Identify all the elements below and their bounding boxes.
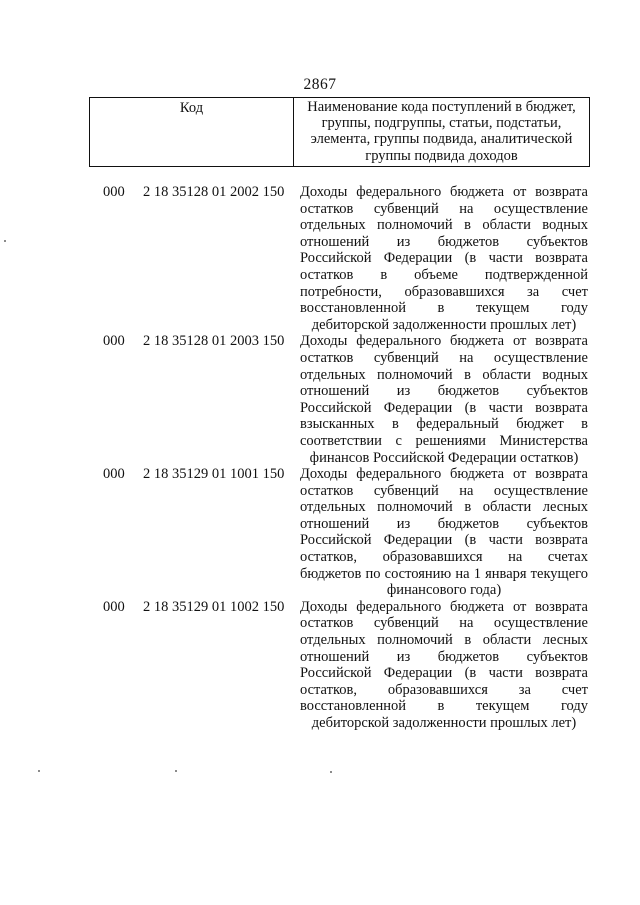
description-line: Российской Федерации (в части возврата: [300, 250, 588, 267]
description-line: остатков субвенций на осуществление: [300, 615, 588, 632]
description-line: дебиторской задолженности прошлых лет): [311, 316, 577, 333]
budget-code: 2 18 35128 01 2003 150: [143, 333, 285, 350]
description-line: остатков субвенций на осуществление: [300, 349, 588, 366]
description-line: дебиторской задолженности прошлых лет): [311, 715, 577, 731]
description-line: отдельных полномочий в области лесных: [300, 499, 588, 516]
row-description: [300, 184, 588, 333]
description-line: соответствии с решениями Министерства: [300, 432, 588, 449]
scan-speck: [175, 770, 177, 772]
description-line: остатков в объеме подтвержденной: [300, 266, 588, 283]
description-line: Российской Федерации (в части возврата: [300, 399, 588, 416]
description-line: бюджетов по состоянию на 1 января текущего: [300, 565, 588, 582]
description-line: взысканных в федеральный бюджет в: [300, 416, 588, 433]
description-line: финансов Российской Федерации остатков): [309, 449, 579, 466]
row-description: [300, 466, 588, 599]
description-line: остатков субвенций на осуществление: [300, 200, 588, 217]
header-code-cell: [90, 98, 294, 166]
description-line: остатков субвенций на осуществление: [300, 482, 588, 499]
description-line: отдельных полномочий в области лесных: [300, 632, 588, 649]
description-line: отдельных полномочий в области водных: [300, 217, 588, 234]
scan-speck: [330, 771, 332, 773]
description-line: финансового года): [386, 582, 502, 599]
header-name-line: группы, подгруппы, статьи, подстатьи,: [321, 115, 562, 132]
description-line: Доходы федерального бюджета от возврата: [300, 598, 588, 615]
row-description: [300, 333, 588, 466]
description-line: отношений из бюджетов субъектов: [300, 515, 588, 532]
description-line: остатков, образовавшихся за счет: [300, 681, 588, 698]
admin-code: 000: [103, 466, 125, 483]
description-line: восстановленной в текущем году: [300, 698, 588, 715]
description-line: Российской Федерации (в части возврата: [300, 532, 588, 549]
description-line: Российской Федерации (в части возврата: [300, 665, 588, 682]
description-line: Доходы федерального бюджета от возврата: [300, 184, 588, 200]
description-line: Доходы федерального бюджета от возврата: [300, 333, 588, 350]
budget-code: 2 18 35129 01 1001 150: [143, 466, 285, 483]
description-line: отношений из бюджетов субъектов: [300, 383, 588, 400]
row-description: [300, 599, 588, 732]
admin-code: 000: [103, 333, 125, 350]
table-row: [0, 466, 640, 599]
table-body: [0, 184, 640, 732]
description-line: Доходы федерального бюджета от возврата: [300, 466, 588, 483]
description-line: восстановленной в текущем году: [300, 300, 588, 317]
header-name-cell: [294, 98, 589, 166]
table-row: [0, 184, 640, 333]
table-row: [0, 599, 640, 732]
scan-speck: [4, 240, 6, 242]
description-line: отношений из бюджетов субъектов: [300, 233, 588, 250]
header-name-line: Наименование кода поступлений в бюджет,: [307, 99, 576, 115]
page-number: 2867: [303, 76, 337, 93]
admin-code: 000: [103, 598, 125, 615]
table-header: [89, 97, 590, 167]
description-line: отдельных полномочий в области водных: [300, 366, 588, 383]
admin-code: 000: [103, 184, 125, 200]
description-line: потребности, образовавшихся за счет: [300, 283, 588, 300]
header-code-label: Код: [179, 100, 204, 116]
description-line: отношений из бюджетов субъектов: [300, 648, 588, 665]
budget-code: 2 18 35129 01 1002 150: [143, 598, 285, 615]
table-row: [0, 333, 640, 466]
scan-speck: [38, 770, 40, 772]
header-name-line: группы подвида доходов: [365, 147, 518, 164]
description-line: остатков, образовавшихся на счетах: [300, 549, 588, 566]
budget-code: 2 18 35128 01 2002 150: [143, 184, 285, 200]
header-name-line: элемента, группы подвида, аналитической: [310, 131, 573, 148]
